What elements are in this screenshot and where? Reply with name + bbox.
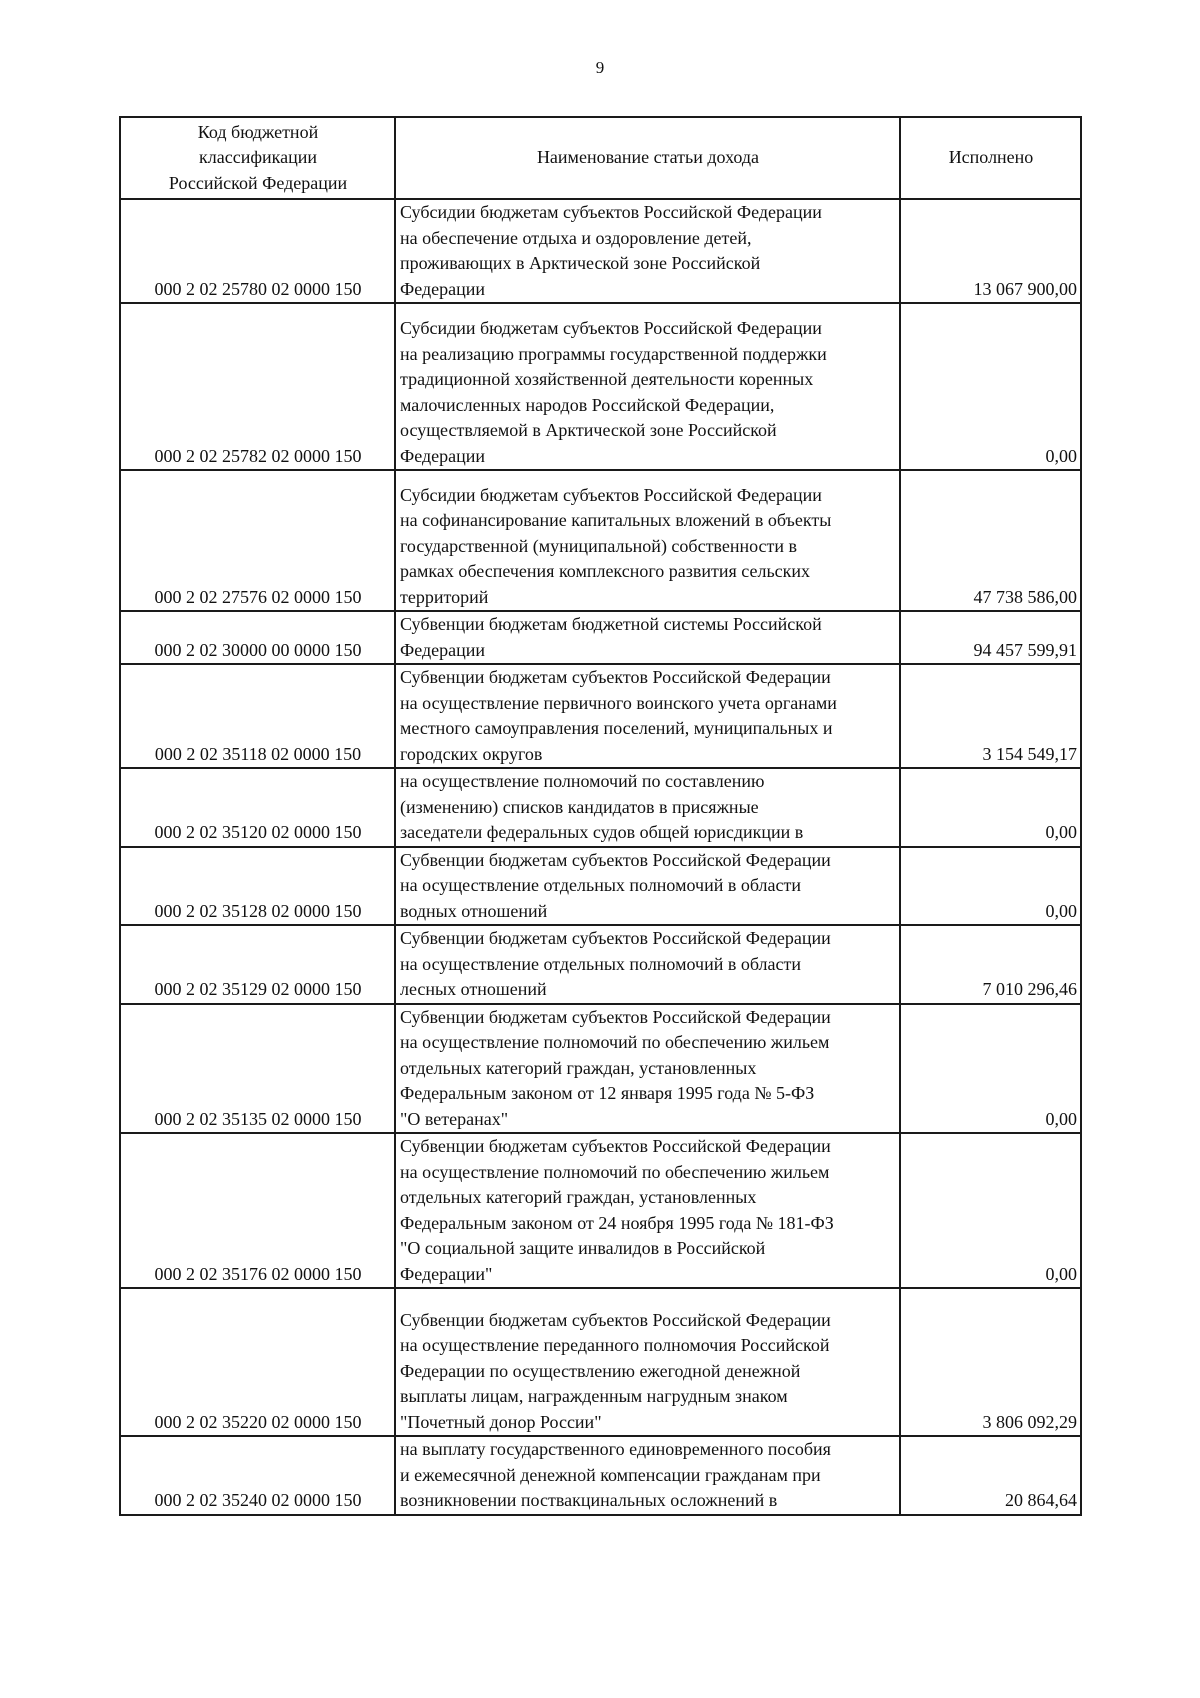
row-code: 000 2 02 27576 02 0000 150	[120, 470, 395, 611]
row-code: 000 2 02 25782 02 0000 150	[120, 303, 395, 470]
table-row	[120, 199, 1081, 303]
header-value: Исполнено	[900, 117, 1081, 199]
row-code: 000 2 02 35220 02 0000 150	[120, 1288, 395, 1436]
row-name: на выплату государственного единовременного пособия и ежемесячной денежной компенсации гражданам при возникновении поствакцинальных осложнений в	[395, 1436, 900, 1515]
revenue-table	[119, 116, 1082, 1516]
row-code: 000 2 02 35135 02 0000 150	[120, 1004, 395, 1134]
row-name: Субсидии бюджетам субъектов Российской Федерации на обеспечение отдыха и оздоровление детей, проживающих в Арктической зоне Российской Федерации	[395, 199, 900, 303]
row-code: 000 2 02 35118 02 0000 150	[120, 664, 395, 768]
table-row	[120, 1288, 1081, 1436]
row-name: Субсидии бюджетам субъектов Российской Федерации на реализацию программы государственной поддержки традиционной хозяйственной деятельности коренных малочисленных народов Российской Федерации, осуществляемой в Арктической зоне Российской Федерации	[395, 303, 900, 470]
row-value: 0,00	[900, 768, 1081, 847]
table-row	[120, 664, 1081, 768]
row-code: 000 2 02 35128 02 0000 150	[120, 847, 395, 926]
page-number: 9	[595, 58, 605, 77]
header-code: Код бюджетной классификации Российской Федерации	[120, 117, 395, 199]
row-name: Субвенции бюджетам субъектов Российской Федерации на осуществление полномочий по обеспечению жильем отдельных категорий граждан, установленных Федеральным законом от 12 января 1995 года № 5-ФЗ "О ветеранах"	[395, 1004, 900, 1134]
table-row	[120, 1436, 1081, 1515]
row-value: 13 067 900,00	[900, 199, 1081, 303]
row-code: 000 2 02 35240 02 0000 150	[120, 1436, 395, 1515]
table-row	[120, 1004, 1081, 1134]
row-code: 000 2 02 25780 02 0000 150	[120, 199, 395, 303]
row-value: 47 738 586,00	[900, 470, 1081, 611]
table-row	[120, 611, 1081, 664]
row-name: Субвенции бюджетам субъектов Российской Федерации на осуществление переданного полномочия Российской Федерации по осуществлению ежегодной денежной выплаты лицам, награжденным нагрудным знаком "Почетный донор России"	[395, 1288, 900, 1436]
row-name: на осуществление полномочий по составлению (изменению) списков кандидатов в присяжные заседатели федеральных судов общей юрисдикции в	[395, 768, 900, 847]
row-name: Субсидии бюджетам субъектов Российской Федерации на софинансирование капитальных вложений в объекты государственной (муниципальной) собственности в рамках обеспечения комплексного развития сельских территорий	[395, 470, 900, 611]
row-value: 0,00	[900, 303, 1081, 470]
row-value: 3 806 092,29	[900, 1288, 1081, 1436]
row-value: 7 010 296,46	[900, 925, 1081, 1004]
header-name: Наименование статьи дохода	[395, 117, 900, 199]
table-row	[120, 303, 1081, 470]
row-code: 000 2 02 30000 00 0000 150	[120, 611, 395, 664]
row-value: 0,00	[900, 847, 1081, 926]
row-code: 000 2 02 35129 02 0000 150	[120, 925, 395, 1004]
row-value: 0,00	[900, 1004, 1081, 1134]
row-value: 94 457 599,91	[900, 611, 1081, 664]
table-row	[120, 470, 1081, 611]
table-row	[120, 768, 1081, 847]
row-name: Субвенции бюджетам субъектов Российской Федерации на осуществление полномочий по обеспечению жильем отдельных категорий граждан, установленных Федеральным законом от 24 ноября 1995 года № 181-ФЗ "О социальной защите инвалидов в Российской Федерации"	[395, 1133, 900, 1288]
row-name: Субвенции бюджетам субъектов Российской Федерации на осуществление отдельных полномочий в области водных отношений	[395, 847, 900, 926]
row-code: 000 2 02 35176 02 0000 150	[120, 1133, 395, 1288]
row-value: 20 864,64	[900, 1436, 1081, 1515]
table-row	[120, 925, 1081, 1004]
table-row	[120, 847, 1081, 926]
row-name: Субвенции бюджетам бюджетной системы Российской Федерации	[395, 611, 900, 664]
row-name: Субвенции бюджетам субъектов Российской Федерации на осуществление отдельных полномочий в области лесных отношений	[395, 925, 900, 1004]
row-value: 3 154 549,17	[900, 664, 1081, 768]
table-header-row	[120, 117, 1081, 199]
row-value: 0,00	[900, 1133, 1081, 1288]
row-name: Субвенции бюджетам субъектов Российской Федерации на осуществление первичного воинского учета органами местного самоуправления поселений, муниципальных и городских округов	[395, 664, 900, 768]
table-row	[120, 1133, 1081, 1288]
row-code: 000 2 02 35120 02 0000 150	[120, 768, 395, 847]
